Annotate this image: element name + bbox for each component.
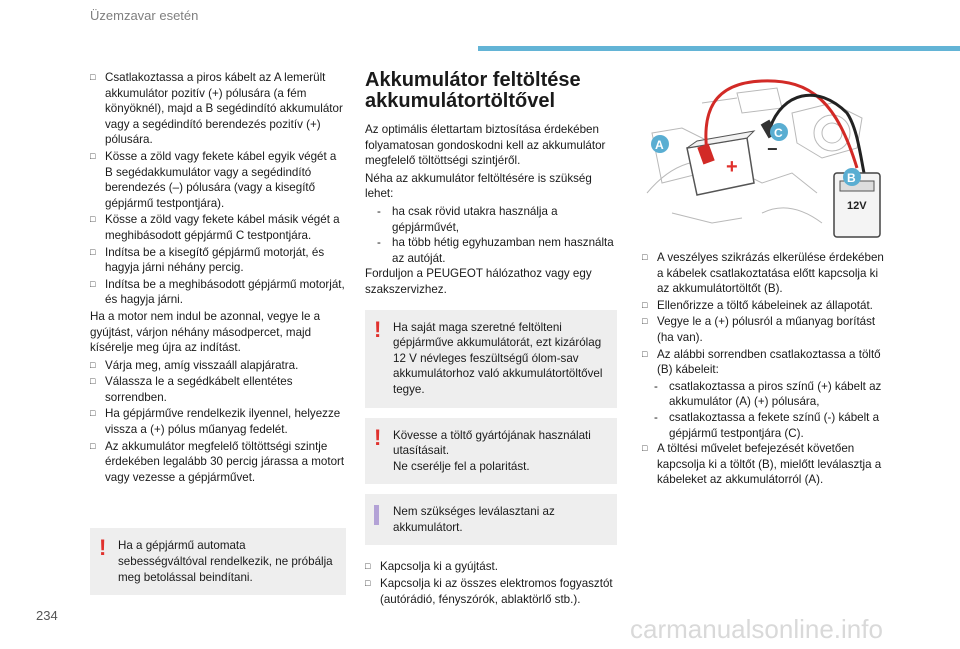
list-item: □ Kösse a zöld vagy fekete kábel egyik végét a B segédakkumulátor vagy a segédindító berendezés (–) pólusára (vagy a kisegítő gépjármű testpontjára).	[90, 149, 346, 211]
list-item: □ Kösse a zöld vagy fekete kábel másik végét a meghibásodott gépjármű C testpontjára.	[90, 212, 346, 243]
list-item: □ Csatlakoztassa a piros kábelt az A lemerült akkumulátor pozitív (+) pólusára (a fém könyöknél), majd a B segédindító akkumulátor vagy a segédindító berendezés pozitív (+) pólusára.	[90, 70, 346, 148]
list-item: □ Ha gépjárműve rendelkezik ilyennel, helyezze vissza a (+) pólus műanyag fedelét.	[90, 406, 346, 437]
list-item: □ Válassza le a segédkábelt ellentétes sorrendben.	[90, 374, 346, 405]
dash-item: - csatlakoztassa a fekete színű (-) kábelt a gépjármű testpontjára (C).	[654, 410, 880, 440]
engine-bay-drawing	[642, 73, 892, 242]
list-item: □ A veszélyes szikrázás elkerülése érdekében a kábelek csatlakoztatása előtt kapcsolja ki az akkumulátortöltőt (B).	[642, 250, 892, 297]
list-item: □ Indítsa be a meghibásodott gépjármű motorját, és hagyja járni.	[90, 277, 346, 308]
paragraph: Az optimális élettartam biztosítása érdekében folyamatosan gondoskodni kell az akkumulátor megfelelő töltöttségi szintjéről.	[365, 123, 606, 168]
warning-box	[90, 528, 346, 595]
warning-box	[365, 310, 617, 408]
warning-box	[365, 418, 617, 485]
list-item: □ Indítsa be a kisegítő gépjármű motorját, és hagyja járni néhány percig.	[90, 245, 346, 276]
page-number: 234	[36, 608, 58, 623]
column-left	[90, 70, 346, 595]
paragraph: Forduljon a PEUGEOT hálózathoz vagy egy szakszervizhez.	[365, 267, 592, 296]
paragraph: Néha az akkumulátor feltöltésére is szükség lehet:	[365, 171, 592, 201]
label-a: A	[655, 138, 664, 152]
info-text: Nem szükséges leválasztani az akkumulátort.	[393, 505, 555, 534]
paragraph: Ha a motor nem indul be azonnal, vegye le a gyújtást, várjon néhány másodpercet, majd kísérelje meg újra az indítást.	[90, 309, 321, 355]
list-item: □ Vegye le a (+) pólusról a műanyag borítást (ha van).	[642, 314, 892, 345]
charger-voltage-label: 12V	[847, 200, 867, 212]
dash-item: - ha több hétig egyhuzamban nem használta az autóját.	[377, 236, 614, 265]
label-c: C	[774, 126, 783, 140]
plus-sign: +	[726, 156, 738, 178]
info-icon	[374, 505, 379, 525]
list-item: □ Kapcsolja ki a gyújtást.	[365, 559, 617, 575]
list-item: □ Kapcsolja ki az összes elektromos fogyasztót (autórádió, fényszórók, ablaktörlő stb.).	[365, 576, 617, 607]
battery-icon	[687, 131, 754, 195]
warning-icon: !	[374, 316, 382, 342]
list-item: □ Az alábbi sorrendben csatlakoztassa a töltő (B) kábeleit:	[642, 347, 892, 378]
dash-item: - csatlakoztassa a piros színű (+) kábelt az akkumulátor (A) (+) pólusára,	[654, 379, 882, 409]
section-title: Akkumulátor feltöltése akkumulátortöltővel	[365, 69, 581, 112]
list-item: □ A töltési művelet befejezését követően kapcsolja ki a töltőt (B), mielőtt leválasztja a kábeleket az akkumulátorról (A).	[642, 441, 892, 488]
list-item: □ Az akkumulátor megfelelő töltöttségi szintje érdekében legalább 30 percig járassa a motort vagy vezesse a gépjárművet.	[90, 439, 346, 486]
header-accent-bar	[478, 46, 960, 51]
footer-watermark: carmanualsonline.info	[630, 614, 883, 644]
column-right	[642, 250, 892, 489]
dash-item: - ha csak rövid utakra használja a gépjárművét,	[377, 204, 558, 234]
warning-text: Ha a gépjármű automata sebességváltóval rendelkezik, ne próbálja meg betolással beindítani.	[118, 539, 333, 584]
column-middle	[365, 70, 617, 608]
warning-text: Ne cserélje fel a polaritást.	[393, 459, 530, 473]
list-item: □ Ellenőrizze a töltő kábeleinek az állapotát.	[642, 298, 892, 314]
minus-sign: −	[767, 139, 778, 159]
warning-text: Kövesse a töltő gyártójának használati utasításait.	[393, 428, 591, 458]
battery-charger-illustration	[642, 73, 892, 242]
warning-text: Ha saját maga szeretné feltölteni gépjárműve akkumulátorát, ezt kizárólag 12 V névleges feszültségű ólom-sav akkumulátorhoz való akkumulátortöltővel tegye.	[393, 320, 603, 396]
list-item: □ Várja meg, amíg visszaáll alapjáratra.	[90, 358, 346, 374]
info-box	[365, 494, 617, 545]
section-header: Üzemzavar esetén	[90, 8, 199, 23]
label-b: B	[847, 171, 856, 185]
warning-icon: !	[374, 424, 382, 450]
warning-icon: !	[99, 535, 107, 561]
